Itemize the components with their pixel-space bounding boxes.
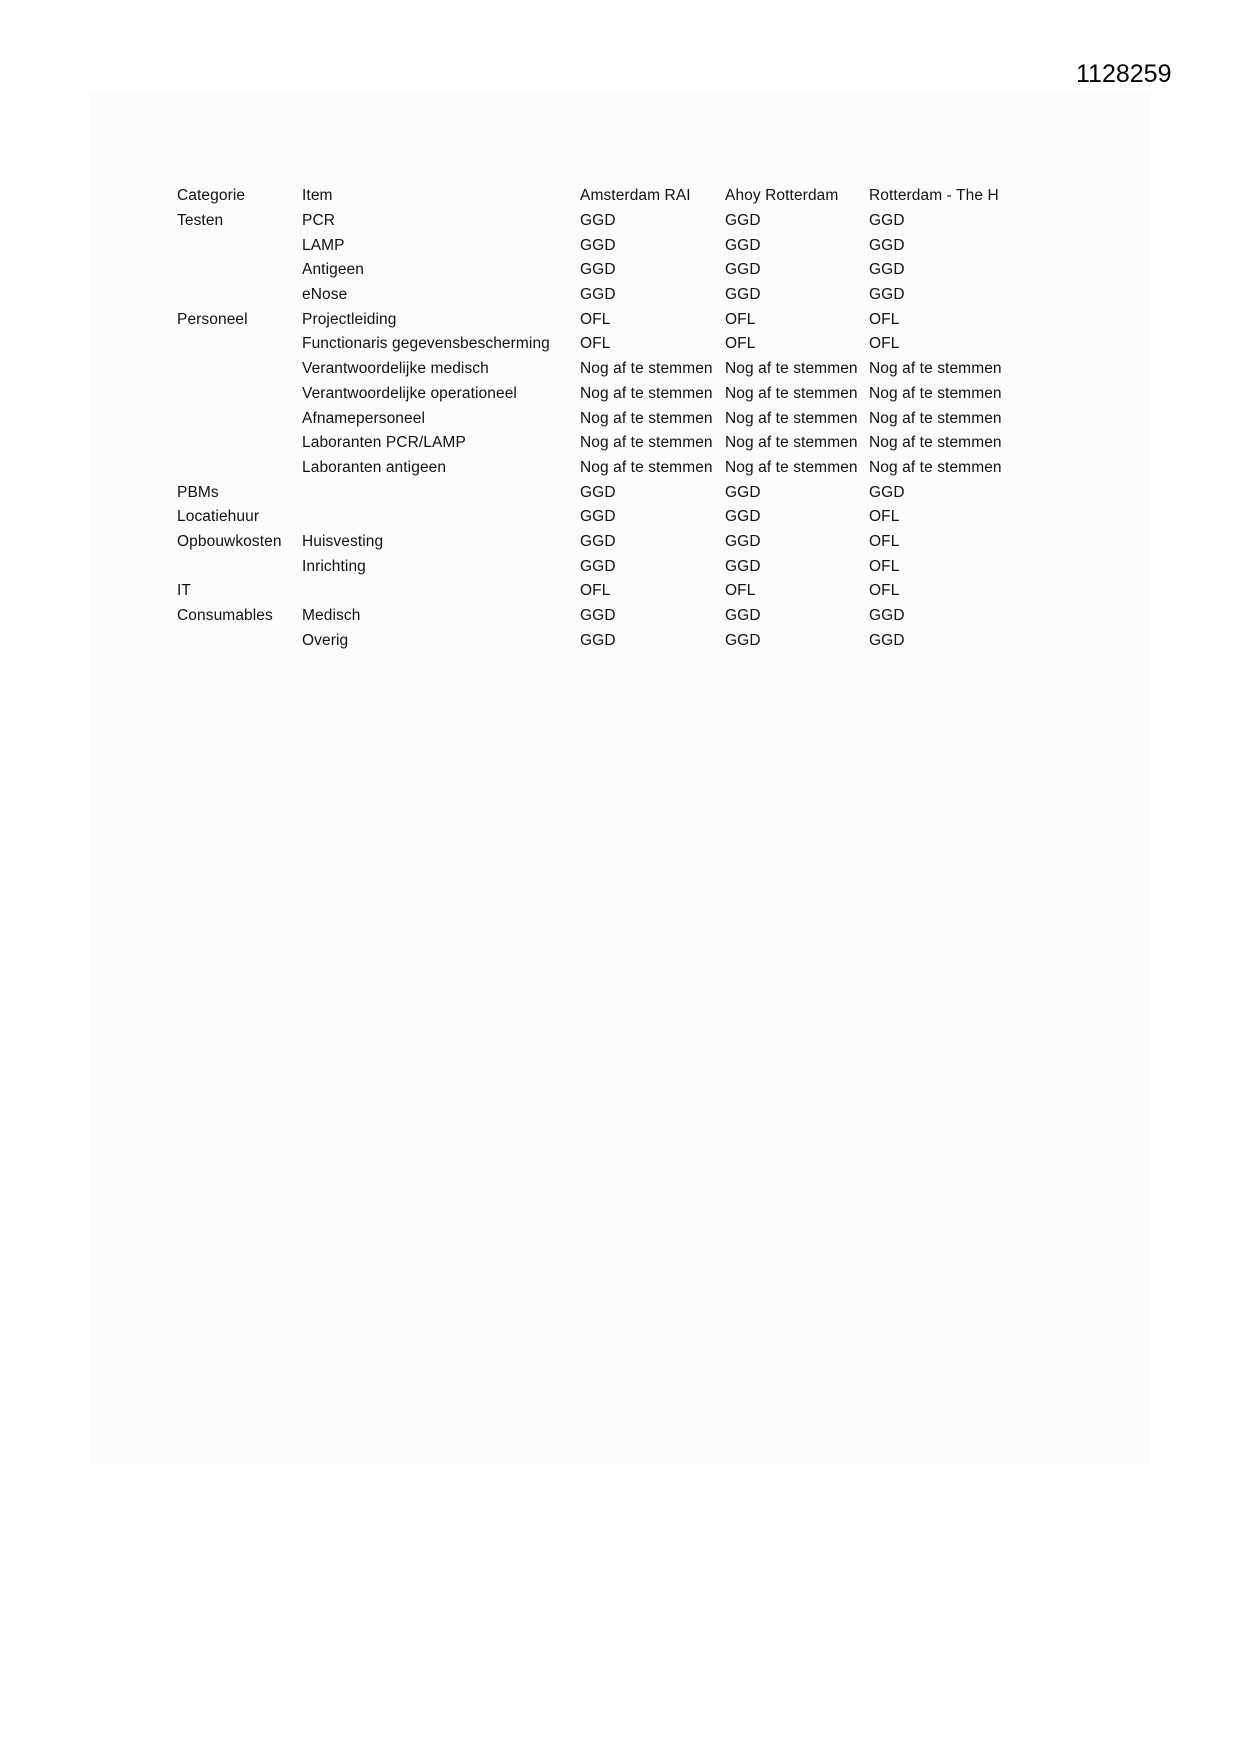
table-cell: Nog af te stemmen [580,458,713,476]
table-cell: Inrichting [302,557,366,575]
table-cell: GGD [869,631,905,649]
table-cell: GGD [580,483,616,501]
table-row [175,357,1010,382]
table-cell: Nog af te stemmen [869,434,1002,452]
table-cell [300,505,578,530]
table-cell: Nog af te stemmen [869,384,1002,402]
column-header: Amsterdam RAI [580,187,691,205]
table-cell [300,579,578,604]
document-number: 1128259 [1076,60,1172,88]
table-cell: OFL [725,335,756,353]
table-cell: Nog af te stemmen [580,434,713,452]
table-cell: Functionaris gegevensbescherming [302,335,550,353]
table-cell: GGD [869,236,905,254]
table-cell: GGD [869,212,905,230]
table-cell: Nog af te stemmen [725,434,858,452]
table-cell: Laboranten PCR/LAMP [302,434,466,452]
table-cell: Nog af te stemmen [580,360,713,378]
table-cell: OFL [869,508,900,526]
table-cell: Nog af te stemmen [725,458,858,476]
table-cell: Huisvesting [302,532,384,550]
table-cell: OFL [580,582,611,600]
column-header: Categorie [177,187,246,205]
table-cell: OFL [580,310,611,328]
table-row [175,233,1010,258]
table-cell [175,283,300,308]
table-cell: OFL [869,310,900,328]
table-cell: Nog af te stemmen [580,384,713,402]
table-cell: Nog af te stemmen [725,409,858,427]
table-cell: Projectleiding [302,310,397,328]
table-cell: GGD [725,557,761,575]
table-cell [175,431,300,456]
table-cell: OFL [869,532,900,550]
table-cell [175,554,300,579]
table-cell: PCR [302,212,336,230]
table-cell: PBMs [177,483,219,501]
table-row [175,258,1010,283]
table-cell: GGD [725,631,761,649]
table-cell: OFL [580,335,611,353]
table-cell: GGD [725,212,761,230]
table-cell: Overig [302,631,349,649]
table-cell: GGD [725,483,761,501]
table-cell: Nog af te stemmen [869,458,1002,476]
responsibility-table [175,184,1010,653]
table-row [175,604,1010,629]
table-row [175,431,1010,456]
table-cell [175,258,300,283]
table-cell [175,332,300,357]
table-cell: IT [177,582,191,600]
table-cell: Verantwoordelijke operationeel [302,384,517,402]
table-cell: GGD [725,607,761,625]
table-cell: Personeel [177,310,248,328]
table-cell: Antigeen [302,261,364,279]
table-cell: GGD [580,532,616,550]
table-row [175,628,1010,653]
table-cell: OFL [725,310,756,328]
table-cell: GGD [725,532,761,550]
table-cell: GGD [580,508,616,526]
table-cell: GGD [725,236,761,254]
table-cell: eNose [302,286,348,304]
table-cell: OFL [869,557,900,575]
table-cell: OFL [869,582,900,600]
table-row [175,530,1010,555]
table-cell: Nog af te stemmen [580,409,713,427]
table-cell: GGD [725,261,761,279]
table-cell [175,406,300,431]
table-row [175,505,1010,530]
table-cell: Opbouwkosten [177,532,282,550]
table-cell: GGD [580,236,616,254]
table-cell: Nog af te stemmen [725,360,858,378]
table-cell [175,233,300,258]
column-header: Item [302,187,333,205]
column-header: Ahoy Rotterdam [725,187,839,205]
table-cell: Locatiehuur [177,508,260,526]
table-cell: GGD [580,631,616,649]
table-cell: OFL [725,582,756,600]
table-cell: GGD [869,483,905,501]
column-header: Rotterdam - The H [869,187,999,205]
table-row [175,307,1010,332]
table-cell: GGD [869,261,905,279]
table-cell: OFL [869,335,900,353]
table-cell: GGD [580,557,616,575]
table-row [175,382,1010,407]
table-cell [175,382,300,407]
table-cell: GGD [869,286,905,304]
table-cell: Nog af te stemmen [725,384,858,402]
table-row [175,332,1010,357]
table-cell: GGD [725,286,761,304]
table-cell: GGD [580,212,616,230]
table-cell: LAMP [302,236,345,254]
table-cell [175,628,300,653]
table-cell: GGD [869,607,905,625]
table-row [175,579,1010,604]
table-cell: GGD [580,607,616,625]
table-cell: Medisch [302,607,361,625]
table-row [175,406,1010,431]
table-cell: Verantwoordelijke medisch [302,360,489,378]
table-row [175,480,1010,505]
table-cell [175,357,300,382]
table-cell: Laboranten antigeen [302,458,447,476]
table-cell: GGD [580,261,616,279]
table-row [175,209,1010,234]
table-cell: Testen [177,212,224,230]
table-cell: Consumables [177,607,273,625]
table-cell: GGD [725,508,761,526]
table-row [175,283,1010,308]
table-cell [300,480,578,505]
table-header-row [175,184,1010,209]
table-cell [175,456,300,481]
table-row [175,554,1010,579]
table-cell: Afnamepersoneel [302,409,425,427]
table-cell: GGD [580,286,616,304]
table-cell: Nog af te stemmen [869,360,1002,378]
table-row [175,456,1010,481]
table-cell: Nog af te stemmen [869,409,1002,427]
